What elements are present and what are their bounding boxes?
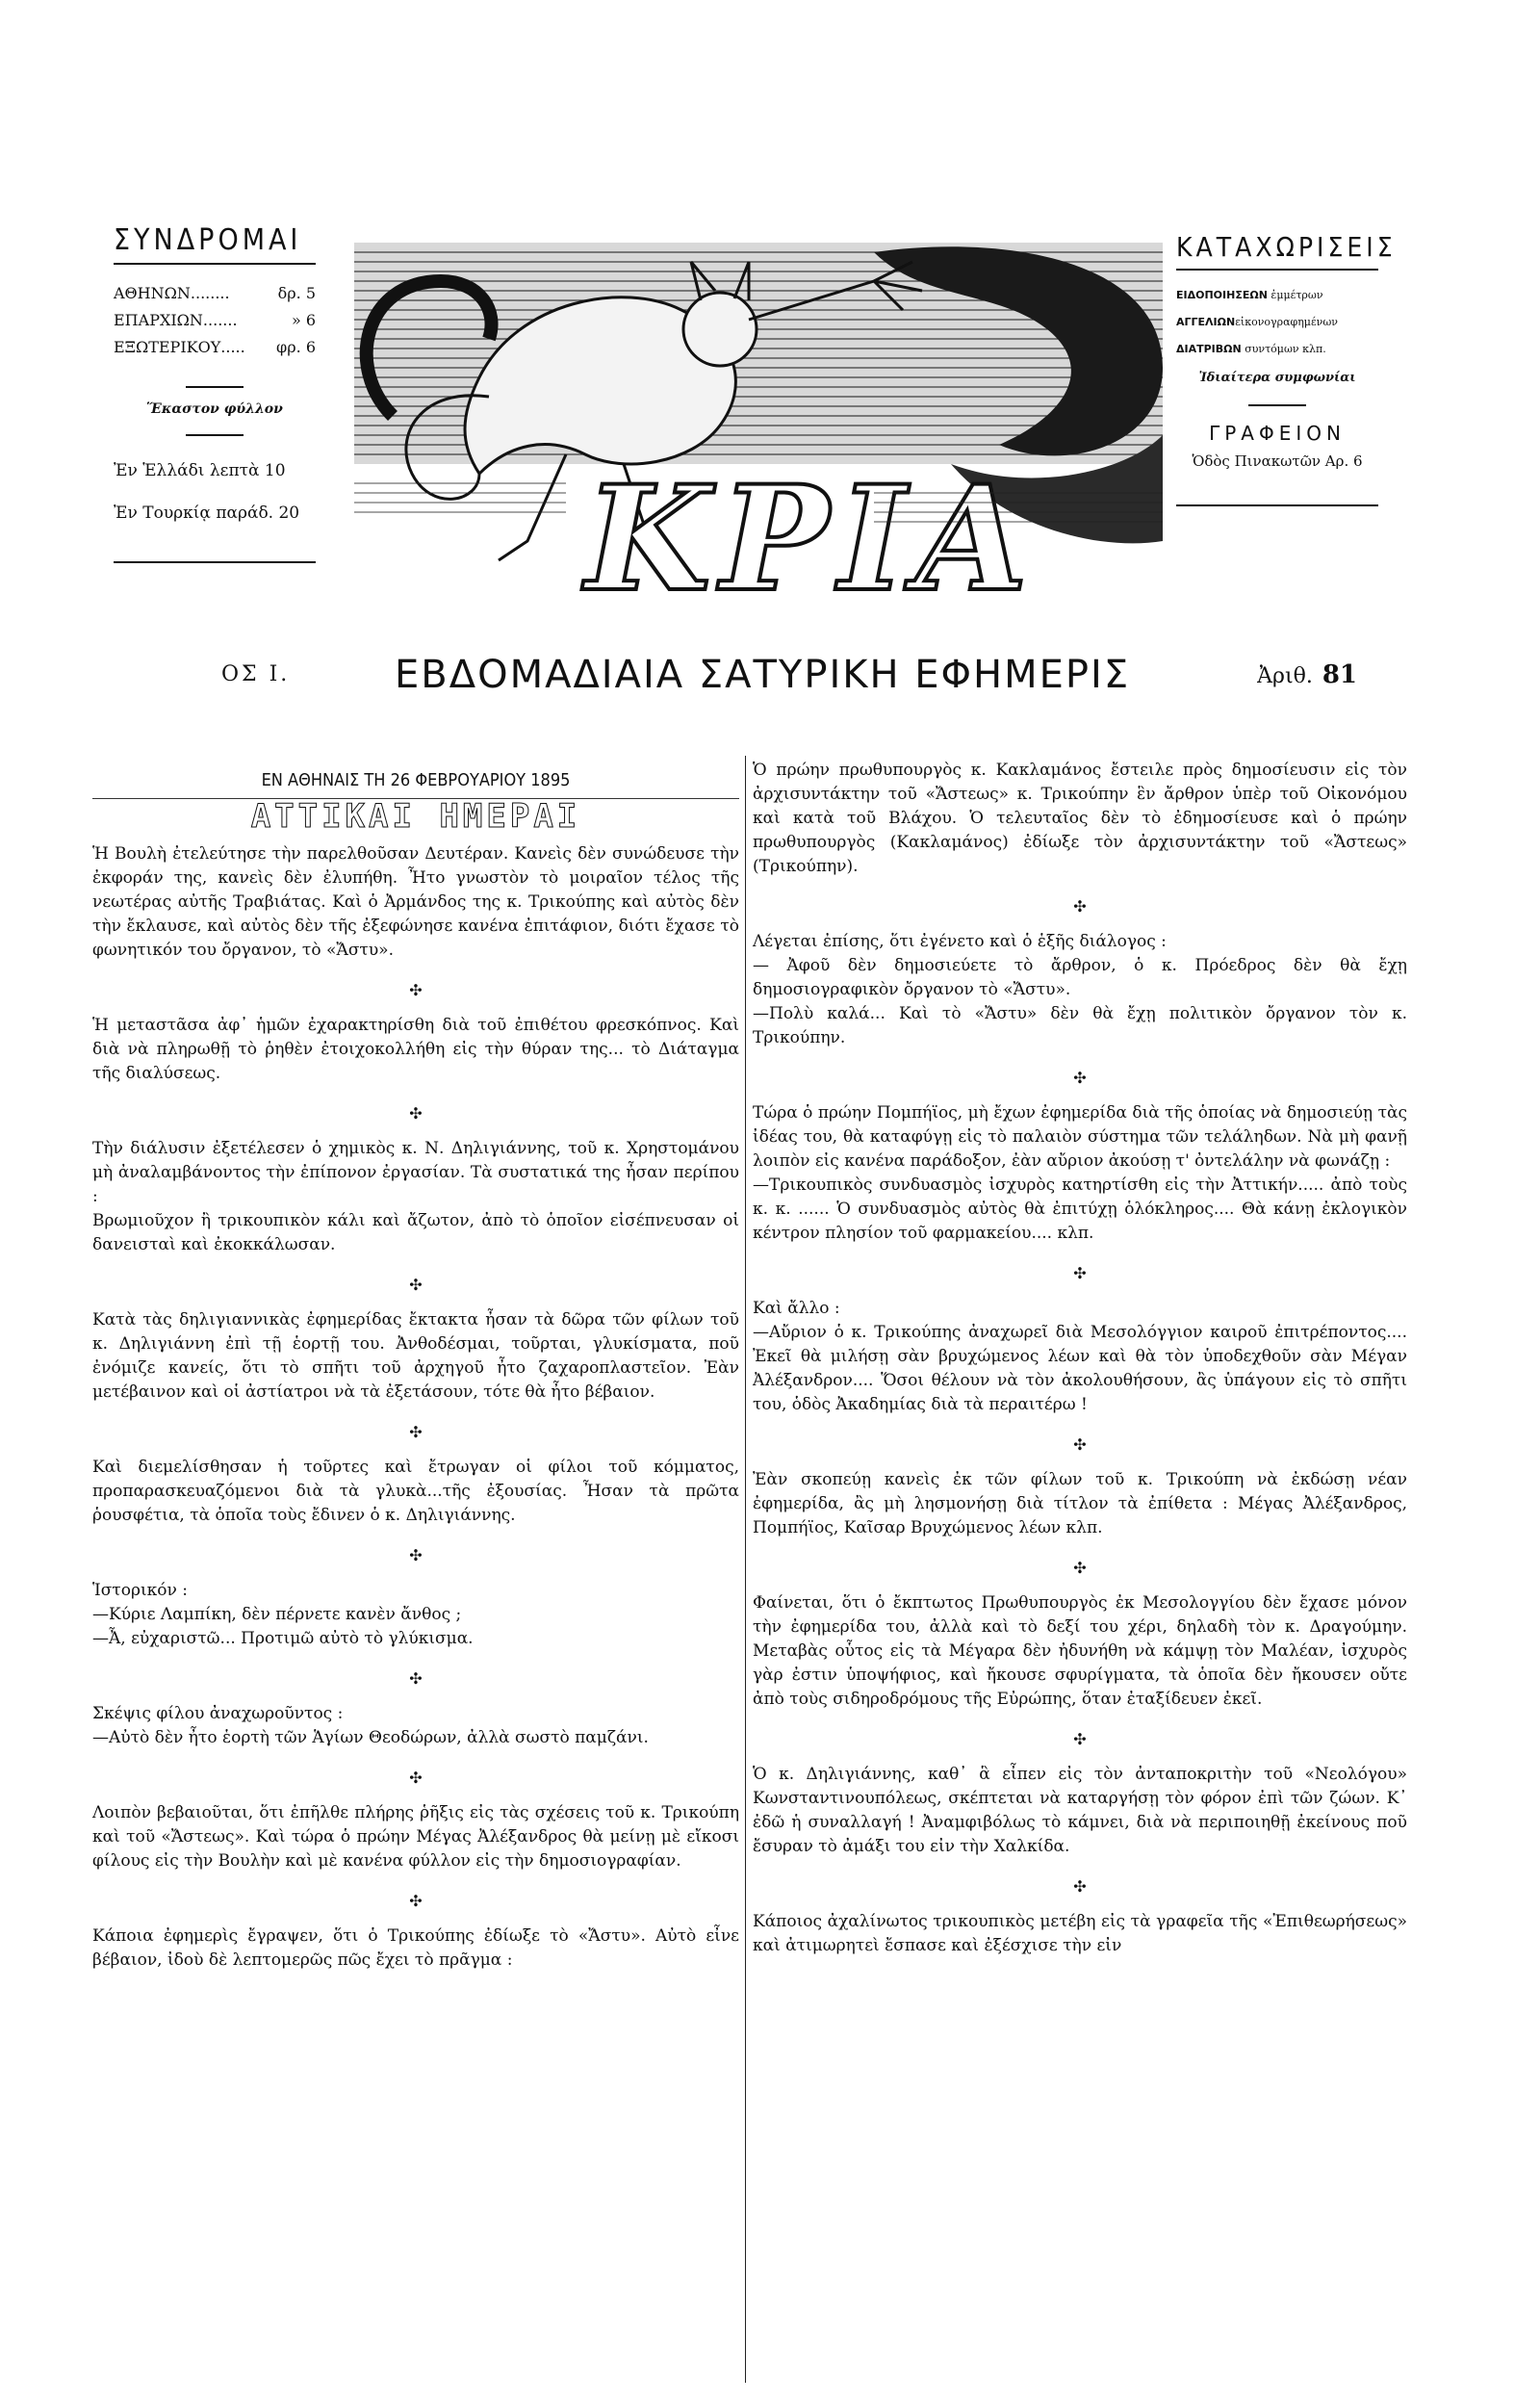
advertising-heading: ΚΑΤΑΧΩΡΙΣΕΙΣ <box>1176 231 1397 263</box>
logo-lettering <box>581 454 1038 608</box>
office-address: Ὁδὸς Πινακωτῶν Αρ. 6 <box>1192 452 1363 470</box>
article-paragraph: Κατὰ τὰς δηλιγιαννικὰς ἐφημερίδας ἔκτακτα ἦσαν τὰ δῶρα τῶν φίλων τοῦ κ. Δηλιγιάννη ἐπὶ τῇ ἑορτῇ του. Ἀνθοδέσμαι, τοῦρται, γλυκίσματα, ποῦ ἐνόμιζε κανείς, ὅτι τὸ σπῆτι τοῦ ἀρχηγοῦ ἦτο ζαχαροπλαστεῖον. Ἐὰν μετέβαινον καὶ οἱ ἀστίατροι νὰ τὰ ἐξετάσουν, τότε θὰ ἦτο βέβαιον. <box>92 1310 739 1402</box>
office-heading: ΓΡΑΦΕΙΟΝ <box>1209 422 1346 445</box>
article-paragraph: Κάποια ἐφημερὶς ἔγραψεν, ὅτι ὁ Τρικούπης ἐδίωξε τὸ «Ἄστυ». Αὐτὸ εἶνε βέβαιον, ἰδοὺ δὲ λεπτομερῶς πῶς ἔχει τὸ πρᾶγμα : <box>92 1926 739 1970</box>
article-paragraph: Λέγεται ἐπίσης, ὅτι ἐγένετο καὶ ὁ ἑξῆς διάλογος : <box>753 932 1167 951</box>
dateline: ΕΝ ΑΘΗΝΑΙΣ ΤΗ 26 ΦΕΒΡΟΥΑΡΙΟΥ 1895 <box>261 770 571 790</box>
rate-provinces: ΕΠΑΡΧΙΩΝ....... » 6 <box>114 311 316 329</box>
article-paragraph: —Αὔριον ὁ κ. Τρικούπης ἀναχωρεῖ διὰ Μεσολόγγιον καιροῦ ἐπιτρέποντος.... Ἐκεῖ θὰ μιλήσῃ σὰν βρυχώμενος λέων καὶ θὰ τὸν ὑποδεχθοῦν σὰν Μέγαν Ἀλέξανδρον.... Ὅσοι θέλουν νὰ τὸν ἀκολουθήσουν, ἂς ὑπάγουν εἰς τὸ σπῆτι του, ὁδὸς Ἀκαδημίας διὰ τὰ περαιτέρω ! <box>753 1323 1407 1414</box>
article-paragraph: Καὶ διεμελίσθησαν ἡ τοῦρτες καὶ ἔτρωγαν οἱ φίλοι τοῦ κόμματος, προπαρασκευαζόμενοι διὰ τὰ γλυκὰ...τῆς ἐξουσίας. Ἦσαν τὰ πρῶτα ῥουσφέτια, τὰ ὁποῖα τοὺς ἔδινεν ὁ κ. Δηλιγιάννης. <box>92 1458 739 1525</box>
article-paragraph: —Κύριε Λαμπίκη, δὲν πέρνετε κανὲν ἄνθος ; <box>92 1605 462 1624</box>
article-paragraph: Καὶ ἄλλο : <box>753 1299 840 1318</box>
ornament-divider: ✣ <box>1073 1559 1087 1577</box>
ad-item-announcements: ΑΓΓΕΛΙΩΝεἰκονογραφημένων <box>1176 316 1338 328</box>
article-paragraph: —Ἆ, εὐχαριστῶ... Προτιμῶ αὐτὸ τὸ γλύκισμα. <box>92 1629 474 1648</box>
subscription-block <box>114 223 316 563</box>
article-paragraph: —Τρικουπικὸς συνδυασμὸς ἰσχυρὸς κατηρτίσθη εἰς τὴν Ἀττικήν..... ἀπὸ τοὺς κ. κ. ...... Ὁ συνδυασμὸς αὐτὸς θὰ ἐπιτύχῃ ὁλόκληρος.... Θὰ κάνῃ ἐκλογικὸν κέντρον πλησίον τοῦ φαρμακείου.... κλπ. <box>753 1175 1407 1243</box>
subscriptions-heading: ΣΥΝΔΡΟΜΑΙ <box>114 223 302 257</box>
article-paragraph: —Αὐτὸ δὲν ἦτο ἑορτὴ τῶν Ἁγίων Θεοδώρων, ἀλλὰ σωστὸ παμζάνι. <box>92 1728 649 1747</box>
ornament-divider: ✣ <box>1073 897 1087 916</box>
ornament-divider: ✣ <box>1073 1730 1087 1748</box>
column-left <box>92 759 739 1973</box>
article-paragraph: Φαίνεται, ὅτι ὁ ἔκπτωτος Πρωθυπουργὸς ἐκ Μεσολογγίου δὲν ἔχασε μόνον τὴν ἐφημερίδα του, ἀλλὰ καὶ τὸ δεξί του χέρι, δηλαδὴ τὸν κ. Δραγούμην. Μεταβὰς οὗτος εἰς τὰ Μέγαρα δὲν ἠδυνήθη νὰ κάμψῃ τὸν Μαλέαν, ἰσχυρὸς γὰρ ἐστιν ὑποψήφιος, καὶ ἤκουσε σφυρίγματα, τὰ ὁποῖα δὲν ἤκουσεν οὔτε ἀπὸ τοὺς σιδηροδρόμους τῆς Εὐρώπης, ὅταν ἐταξίδευεν ἐκεῖ. <box>753 1593 1407 1709</box>
article-paragraph: Ὁ πρώην πρωθυπουργὸς κ. Κακλαμάνος ἔστειλε πρὸς δημοσίευσιν εἰς τὸν ἀρχισυντάκτην τοῦ «Ἄστεως» κ. Τρικούπην ἓν ἄρθρον ὑπὲρ τοῦ Οἰκονόμου καὶ κατὰ τοῦ Βλάχου. Ὁ τελευταῖος δὲν τὸ ἐδημοσίευσε καὶ ὁ πρώην πρωθυπουργὸς (Κακλαμάνος) ἐδίωξε τὸν ἀρχισυντάκτην τοῦ «Ἄστεως» (Τρικούπην). <box>753 761 1407 876</box>
column-right <box>753 759 1407 1958</box>
paper-subtitle: ΕΒΔΟΜΑΔΙΑΙΑ ΣΑΤΥΡΙΚΗ ΕΦΗΜΕΡΙΣ <box>395 653 1131 697</box>
ornament-divider: ✣ <box>409 981 423 999</box>
heading-rule <box>1176 269 1378 271</box>
article-paragraph: Ἡ μεταστᾶσα ἀφ᾽ ἡμῶν ἐχαρακτηρίσθη διὰ τοῦ ἐπιθέτου φρεσκόπνος. Καὶ διὰ νὰ πληρωθῇ τὸ ῥηθὲν ἐτοιχοκολλήθη εἰς τὴν θύραν της... τὸ Διάταγμα τῆς διαλύσεως. <box>92 1016 739 1083</box>
ornament-divider: ✣ <box>1073 1435 1087 1454</box>
column-divider <box>745 756 746 2383</box>
price-turkey: Ἐν Τουρκίᾳ παράδ. 20 <box>114 504 300 523</box>
heading-rule <box>114 263 316 265</box>
masthead-illustration <box>335 223 1170 608</box>
ornament-divider: ✣ <box>409 1423 423 1441</box>
ornament-divider: ✣ <box>1073 1877 1087 1896</box>
divider <box>1248 404 1306 406</box>
ornament-divider: ✣ <box>1073 1069 1087 1087</box>
ornament-divider: ✣ <box>1073 1264 1087 1282</box>
article-paragraph: Ἡ Βουλὴ ἐτελεύτησε τὴν παρελθοῦσαν Δευτέραν. Κανεὶς δὲν συνώδευσε τὴν ἐκφοράν της, κανεὶς δὲν ἐλυπήθη. Ἦτο γνωστὸν τὸ μοιραῖον τέλος τῆς νεωτέρας αὐτῆς Τραβιάτας. Καὶ ὁ Ἀρμάνδος της κ. Τρικούπης καὶ αὐτὸς δὲν τὴν ἔκλαυσε, καὶ αὐτὸς δὲν τῆς ἐξεφώνησε κανένα ἐπιτάφιον, διότι ἔχασε τὸ φωνητικόν του ὄργανον, τὸ «Ἄστυ». <box>92 844 739 960</box>
ad-item-essays: ΔΙΑΤΡΙΒΩΝ συντόμων κλπ. <box>1176 343 1326 355</box>
article-paragraph: — Ἀφοῦ δὲν δημοσιεύετε τὸ ἄρθρον, ὁ κ. Πρόεδρος δὲν θὰ ἔχῃ δημοσιογραφικὸν ὄργανον τὸ «Ἄστυ». <box>753 956 1407 999</box>
advertising-block <box>1176 231 1397 506</box>
section-title: ΑΤΤΙΚΑΙ ΗΜΕΡΑΙ <box>250 797 581 836</box>
article-paragraph: Ὁ κ. Δηλιγιάννης, καθ᾽ ἃ εἶπεν εἰς τὸν ἀνταποκριτὴν τοῦ «Νεολόγου» Κωνσταντινουπόλεως, σκέπτεται νὰ καταργήσῃ τὸν φόρον ἐπὶ τῶν ζώων. Κ᾽ ἐδῶ ἡ συναλλαγή ! Ἀναμφιβόλως τὸ κάμνει, διὰ νὰ περιποιηθῇ ἐκείνους ποῦ ἔσυραν τὸ ἀμάξι του εἰν τὴν Χαλκίδα. <box>753 1765 1407 1856</box>
article-paragraph: Ἱστορικόν : <box>92 1581 188 1600</box>
article-paragraph: Ἐὰν σκοπεύῃ κανεὶς ἐκ τῶν φίλων τοῦ κ. Τρικούπη νὰ ἐκδώσῃ νέαν ἐφημερίδα, ἂς μὴ λησμονήσῃ διὰ τίτλον τὰ ἐπίθετα : Μέγας Ἀλέξανδρος, Πομπήϊος, Καῖσαρ Βρυχώμενος λέων κλπ. <box>753 1470 1407 1537</box>
issue-number: Ἀριθ. 81 <box>1257 660 1357 689</box>
subtitle-line <box>221 653 1357 701</box>
special-terms-label: Ἰδιαίτερα συμφωνίαι <box>1198 371 1356 385</box>
ornament-divider: ✣ <box>409 1546 423 1564</box>
rate-athens: ΑΘΗΝΩΝ........ δρ. 5 <box>114 284 316 302</box>
divider <box>186 386 244 388</box>
price-greece: Ἐν Ἑλλάδι λεπτὰ 10 <box>114 461 286 480</box>
ornament-divider: ✣ <box>409 1104 423 1123</box>
divider <box>186 434 244 436</box>
bottom-rule <box>1176 504 1378 506</box>
ad-item-notices: ΕΙΔΟΠΟΙΗΣΕΩΝ ἐμμέτρων <box>1176 289 1323 301</box>
article-paragraph: —Πολὺ καλά... Καὶ τὸ «Ἄστυ» δὲν θὰ ἔχῃ πολιτικὸν ὄργανον τὸν κ. Τρικούπην. <box>753 1004 1407 1047</box>
single-issue-label: Ἕκαστον φύλλον <box>146 401 283 417</box>
year-label: ΟΣ Ι. <box>221 662 291 686</box>
article-paragraph: Λοιπὸν βεβαιοῦται, ὅτι ἐπῆλθε πλήρης ῥῆξις εἰς τὰς σχέσεις τοῦ κ. Τρικούπη καὶ τοῦ «Ἄστεως». Καὶ τώρα ὁ πρώην Μέγας Ἀλέξανδρος θὰ μείνῃ μὲ εἴκοσι φίλους εἰς τὴν Βουλὴν καὶ μὲ κανένα φύλλον εἰς τὴν δημοσιογραφίαν. <box>92 1803 739 1871</box>
ornament-divider: ✣ <box>409 1892 423 1910</box>
article-paragraph: Τὴν διάλυσιν ἐξετέλεσεν ὁ χημικὸς κ. Ν. Δηλιγιάννης, τοῦ κ. Χρηστομάνου μὴ ἀναλαμβάνοντος τὴν ἐπίπονον ἐργασίαν. Τὰ συστατικά της ἦσαν περίπου : <box>92 1139 739 1206</box>
article-paragraph: Σκέψις φίλου ἀναχωροῦντος : <box>92 1704 344 1723</box>
svg-text:ΚΡΙΑ: ΚΡΙΑ <box>585 454 1038 608</box>
ornament-divider: ✣ <box>409 1669 423 1688</box>
ornament-divider: ✣ <box>409 1769 423 1787</box>
ornament-divider: ✣ <box>409 1276 423 1294</box>
bottom-rule <box>114 561 316 563</box>
article-paragraph: Βρωμιοῦχον ἢ τρικουπικὸν κάλι καὶ ἄζωτον, ἀπὸ τὸ ὁποῖον εἰσέπνευσαν οἱ δανεισταὶ καὶ ἐκοκκάλωσαν. <box>92 1211 739 1254</box>
article-paragraph: Τώρα ὁ πρώην Πομπήϊος, μὴ ἔχων ἐφημερίδα διὰ τῆς ὁποίας νὰ δημοσιεύῃ τὰς ἰδέας του, θὰ καταφύγῃ εἰς τὸ παλαιὸν σύστημα τῶν τελάληδων. Νὰ μὴ φανῇ λοιπὸν εἰς κανένα παράδοξον, ἐὰν αὔριον ἀκούσῃ τ' ὀντελάλην νὰ φωνάζῃ : <box>753 1103 1407 1171</box>
rate-abroad: ΕΞΩΤΕΡΙΚΟΥ..... φρ. 6 <box>114 338 316 356</box>
article-paragraph: Κάποιος ἀχαλίνωτος τρικουπικὸς μετέβη εἰς τὰ γραφεῖα τῆς «Ἐπιθεωρήσεως» καὶ ἀτιμωρητεὶ ἔσπασε καὶ ἐξέσχισε τὴν εἰν <box>753 1912 1407 1955</box>
